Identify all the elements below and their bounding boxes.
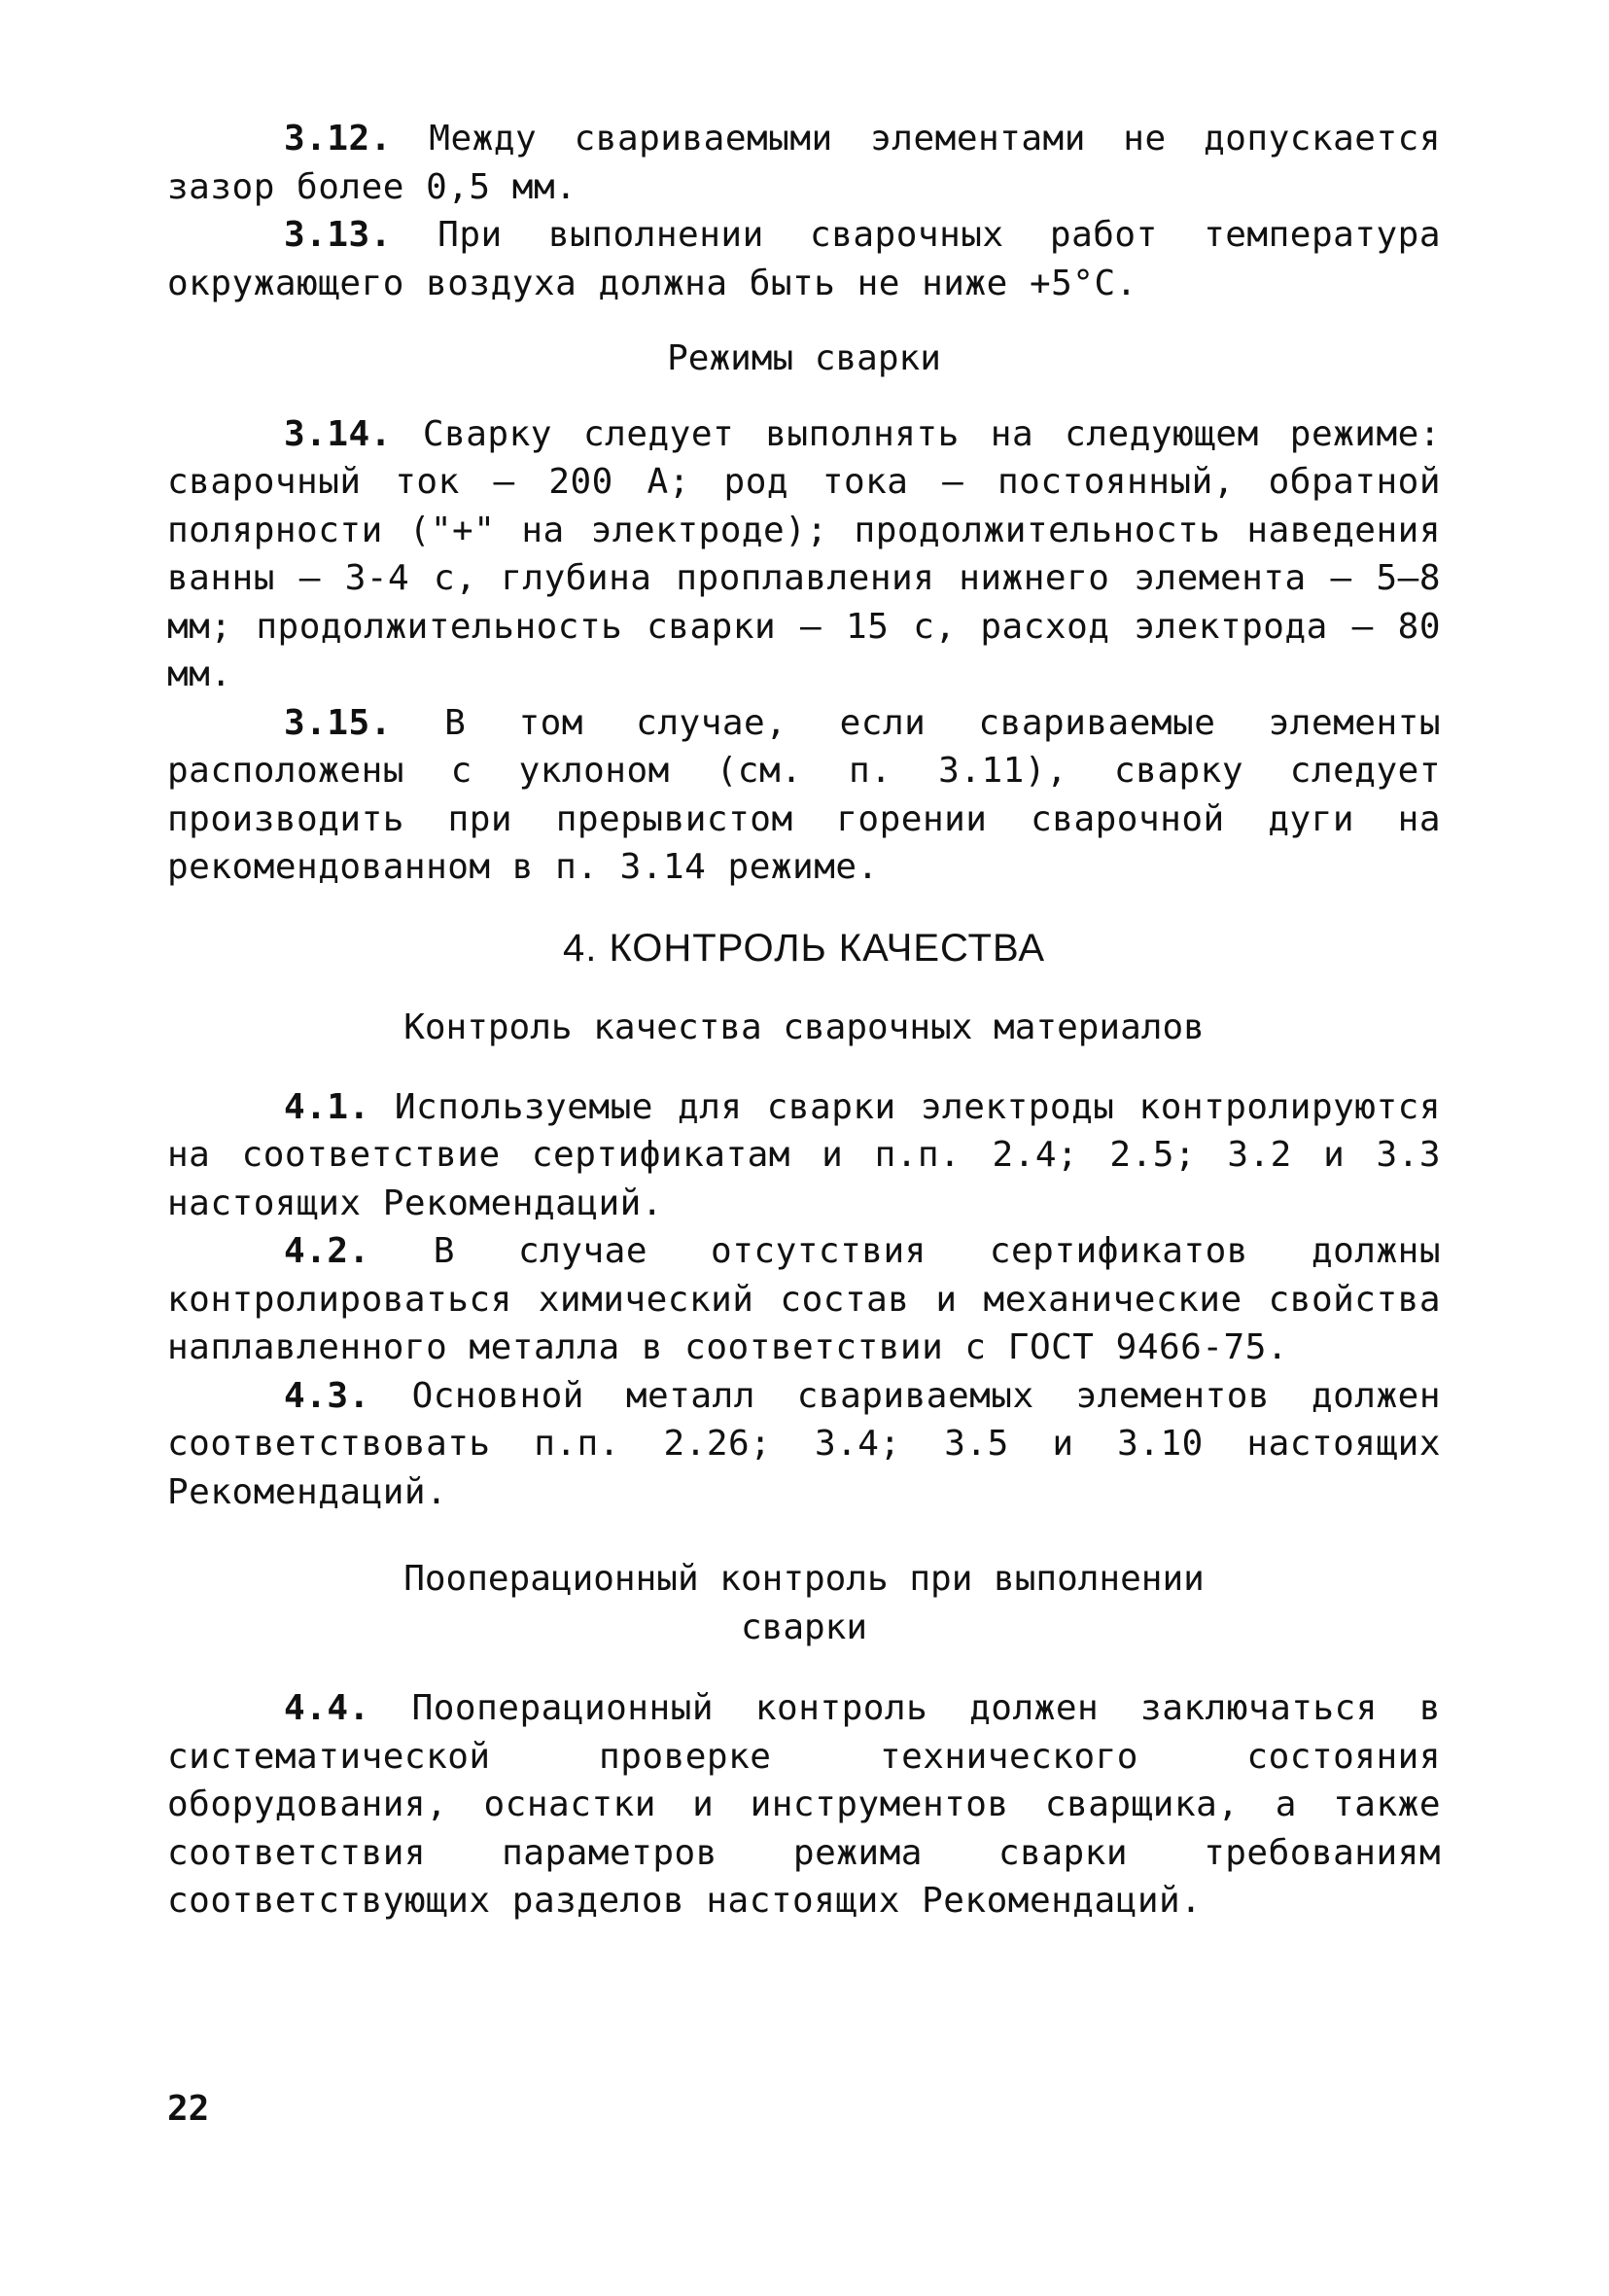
paragraph-3-14 bbox=[167, 410, 1441, 699]
paragraph-number: 3.14. bbox=[284, 413, 392, 454]
paragraph-number: 4.3. bbox=[284, 1375, 370, 1416]
subheading-operational-control bbox=[167, 1555, 1441, 1651]
subheading-welding-modes: Режимы сварки bbox=[667, 338, 941, 378]
paragraph-text: При выполнении сварочных работ температура окружающего воздуха должна быть не ниже +5°С. bbox=[167, 215, 1441, 303]
paragraph-3-13 bbox=[167, 211, 1441, 307]
paragraph-text: Используемые для сварки электроды контролируются на соответствие сертификатам и п.п. 2.4; 2.5; 3.2 и 3.3 настоящих Рекомендаций. bbox=[167, 1086, 1441, 1223]
section-title: 4. КОНТРОЛЬ КАЧЕСТВА bbox=[562, 926, 1046, 970]
subheading-line: Пооперационный контроль при выполнении bbox=[403, 1559, 1205, 1599]
paragraph-text: Сварку следует выполнять на следующем режиме: сварочный ток – 200 А; род тока – постоянный, обратной полярности ("+" на электроде); продолжительность наведения ванны – 3-4 с, глубина проплавления нижнего элемента – 5–8 мм; продолжительность сварки – 15 с, расход электрода – 80 мм. bbox=[167, 413, 1441, 694]
paragraph-3-12 bbox=[167, 115, 1441, 211]
paragraph-4-2 bbox=[167, 1227, 1441, 1372]
paragraph-number: 3.12. bbox=[284, 119, 392, 159]
paragraph-text: В случае отсутствия сертификатов должны контролироваться химический состав и механические свойства наплавленного металла в соответствии с ГОСТ 9466-75. bbox=[167, 1231, 1441, 1367]
paragraph-number: 4.2. bbox=[284, 1231, 370, 1271]
page-number: 22 bbox=[167, 2089, 210, 2129]
paragraph-4-3 bbox=[167, 1372, 1441, 1517]
paragraph-text: В том случае, если свариваемые элементы расположены с уклоном (см. п. 3.11), сварку следует производить при прерывистом горении сварочной дуги на рекомендованном в п. 3.14 режиме. bbox=[167, 702, 1441, 887]
paragraph-text: Между свариваемыми элементами не допускается зазор более 0,5 мм. bbox=[167, 119, 1441, 207]
subheading-line: сварки bbox=[740, 1607, 868, 1647]
paragraph-text: Пооперационный контроль должен заключаться в систематической проверке технического состояния оборудования, оснастки и инструментов сварщика, а также соответствия параметров режима сварки требованиям соответствующих разделов настоящих Рекомендаций. bbox=[167, 1688, 1441, 1921]
paragraph-4-4 bbox=[167, 1684, 1441, 1925]
paragraph-number: 4.1. bbox=[284, 1086, 370, 1127]
paragraph-number: 3.15. bbox=[284, 702, 392, 743]
document-page bbox=[167, 115, 1441, 1925]
paragraph-3-15 bbox=[167, 699, 1441, 892]
paragraph-4-1 bbox=[167, 1083, 1441, 1228]
paragraph-text: Основной металл свариваемых элементов должен соответствовать п.п. 2.26; 3.4; 3.5 и 3.10 настоящих Рекомендаций. bbox=[167, 1375, 1441, 1512]
subheading-materials-control: Контроль качества сварочных материалов bbox=[403, 1007, 1205, 1047]
paragraph-number: 3.13. bbox=[284, 215, 392, 255]
paragraph-number: 4.4. bbox=[284, 1688, 370, 1728]
